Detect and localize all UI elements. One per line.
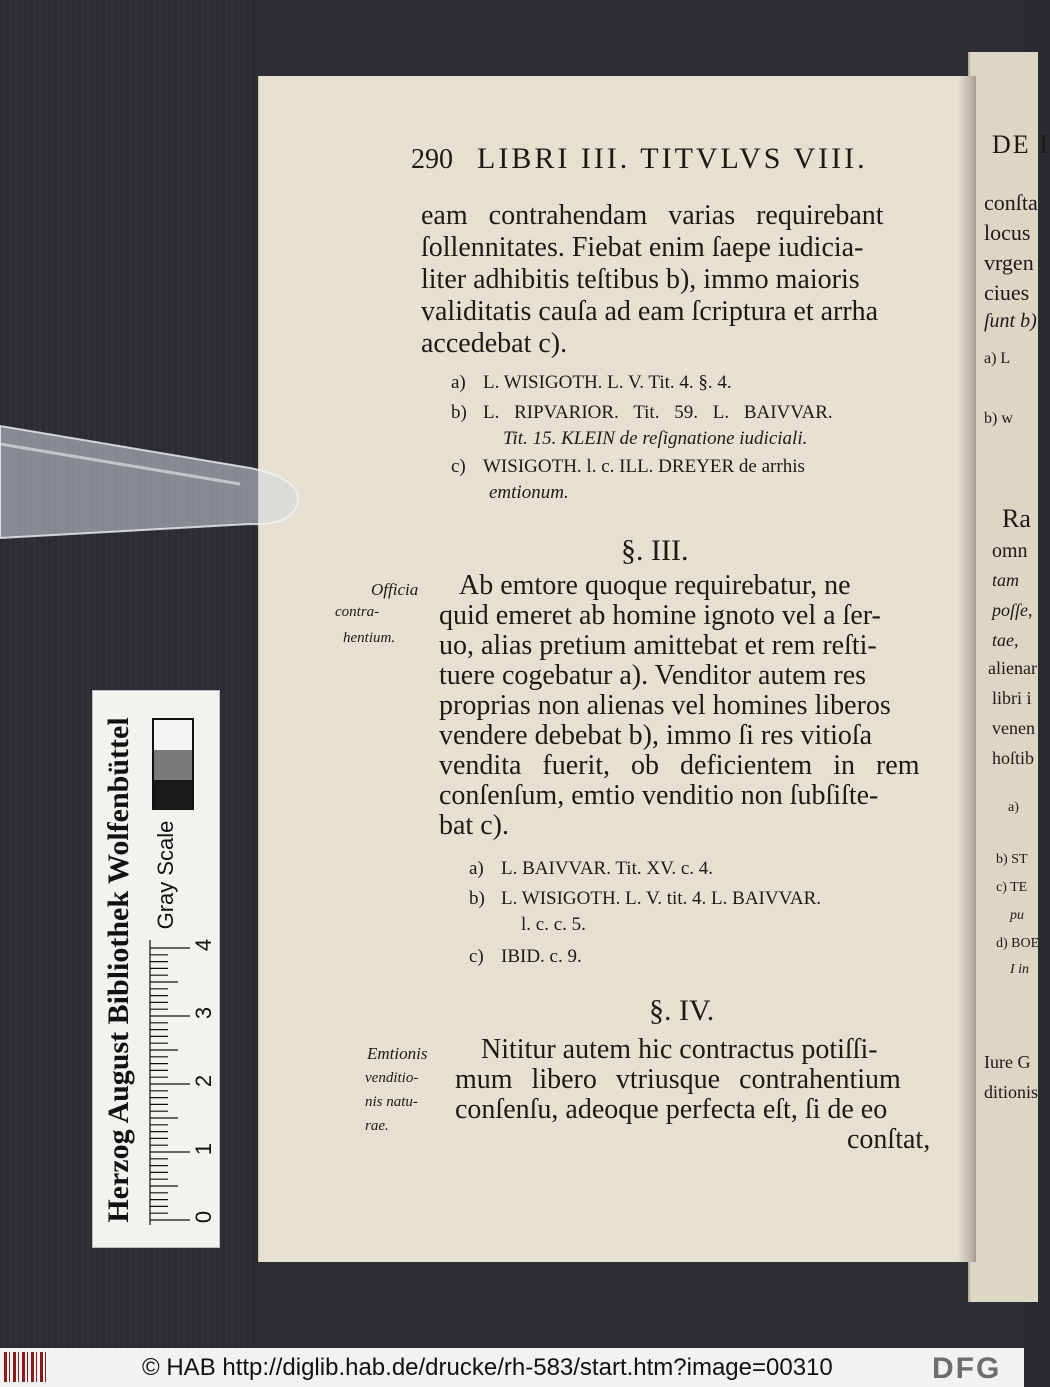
facing-page-fragment: poſſe, bbox=[992, 600, 1033, 620]
footnote-text: L. BAIVVAR. Tit. XV. c. 4. bbox=[501, 858, 714, 879]
footnote-text: L. WISIGOTH. L. V. Tit. 4. §. 4. bbox=[483, 372, 732, 393]
book-page bbox=[258, 76, 974, 1262]
facing-page-fragment: tae, bbox=[992, 630, 1019, 650]
margin-note: venditio- bbox=[365, 1070, 419, 1086]
ruler-number: 3 bbox=[191, 1006, 217, 1020]
paragraph-line: conſenſu, adeoque perfecta eſt, ſi de eo bbox=[455, 1094, 888, 1125]
gray-scale-swatches bbox=[152, 718, 194, 810]
facing-page-fragment: alienar bbox=[988, 658, 1037, 678]
ruler-ticks bbox=[150, 940, 194, 1225]
paragraph-line: liter adhibitis teſtibus b), immo maioris bbox=[421, 264, 860, 295]
swatch-black bbox=[154, 780, 192, 810]
facing-page-fragment: I in bbox=[1010, 962, 1030, 977]
facing-page-fragment: ciues bbox=[984, 280, 1030, 305]
facing-page-fragment: a) bbox=[1008, 800, 1019, 815]
paragraph-line: vendita fuerit, ob deficientem in rem bbox=[439, 750, 920, 781]
ruler-number: 0 bbox=[191, 1210, 217, 1224]
footnote-text: Tit. 15. KLEIN de reſignatione iudiciali. bbox=[503, 428, 808, 449]
facing-page-fragment: b) ST bbox=[996, 852, 1028, 867]
paragraph-line: conſtat, bbox=[847, 1124, 931, 1155]
margin-note: rae. bbox=[365, 1118, 389, 1134]
paragraph-line: mum libero vtriusque contrahentium bbox=[455, 1064, 901, 1095]
gray-scale-label: Gray Scale bbox=[153, 820, 178, 930]
facing-page-fragment: a) L bbox=[984, 350, 1011, 367]
section-heading: §. III. bbox=[621, 534, 689, 567]
section-heading: §. IV. bbox=[649, 994, 715, 1027]
footnote-text: L. WISIGOTH. L. V. tit. 4. L. BAIVVAR. bbox=[501, 888, 822, 909]
paragraph-line: uo, alias pretium amittebat et rem reſti- bbox=[439, 630, 877, 661]
facing-page-fragment: ſunt b) bbox=[984, 310, 1037, 332]
facing-page-fragment: d) BOE bbox=[996, 936, 1040, 951]
footnote-mark: a) bbox=[451, 372, 466, 393]
copyright-url[interactable]: © HAB http://diglib.hab.de/drucke/rh-583/start.htm?image=00310 bbox=[142, 1354, 833, 1381]
facing-page-fragment: ditionis bbox=[984, 1082, 1039, 1102]
page-holder-clip bbox=[0, 398, 300, 538]
footnote-mark: b) bbox=[451, 402, 467, 423]
footnote-mark: c) bbox=[451, 456, 466, 477]
footnote-mark: c) bbox=[469, 946, 484, 967]
paragraph-line: quid emeret ab homine ignoto vel a ſer- bbox=[439, 600, 881, 631]
facing-page-fragment: tam bbox=[992, 570, 1019, 590]
paragraph-line: proprias non alienas vel homines liberos bbox=[439, 690, 891, 721]
paragraph-line: vendere debebat b), immo ſi res vitioſa bbox=[439, 720, 873, 751]
dfg-logo: DFG bbox=[932, 1352, 1002, 1385]
facing-page-fragment: hoſtib bbox=[992, 748, 1035, 768]
paragraph-line: bat c). bbox=[439, 810, 509, 841]
footnote-mark: b) bbox=[469, 888, 485, 909]
facing-page-fragment: locus bbox=[984, 220, 1031, 245]
footnote-mark: a) bbox=[469, 858, 484, 879]
paragraph-line: validitatis cauſa ad eam ſcriptura et arrha bbox=[421, 296, 879, 327]
paragraph-line: tuere cogebatur a). Venditor autem res bbox=[439, 660, 867, 691]
facing-page-fragment: Ra bbox=[1002, 504, 1031, 533]
footnote-text: L. RIPVARIOR. Tit. 59. L. BAIVVAR. bbox=[483, 402, 833, 423]
paragraph-line: accedebat c). bbox=[421, 328, 568, 359]
paragraph-line: ſollennitates. Fiebat enim ſaepe iudicia- bbox=[421, 232, 864, 263]
facing-page-fragment: vrgen bbox=[984, 250, 1034, 275]
facing-page-fragment: venen bbox=[992, 718, 1035, 738]
paragraph-line: Ab emtore quoque requirebatur, ne bbox=[459, 570, 851, 601]
running-title: LIBRI III. TITVLVS VIII. bbox=[477, 142, 868, 175]
facing-page-fragment: pu bbox=[1010, 908, 1024, 923]
swatch-white bbox=[154, 720, 192, 750]
viewer-footer bbox=[0, 1348, 1024, 1387]
facing-page-fragment: b) w bbox=[984, 410, 1013, 427]
margin-note: Emtionis bbox=[367, 1044, 428, 1063]
footnote-text: l. c. c. 5. bbox=[521, 914, 586, 935]
facing-page-fragment: DE I bbox=[992, 130, 1050, 159]
library-barcode-logo bbox=[4, 1352, 46, 1382]
ruler-number: 4 bbox=[191, 938, 217, 952]
facing-page-fragment: conſta bbox=[984, 190, 1038, 215]
facing-page bbox=[968, 52, 1050, 1302]
margin-note: hentium. bbox=[343, 630, 396, 646]
margin-note: Officia bbox=[371, 580, 419, 599]
footnote-text: emtionum. bbox=[489, 482, 569, 503]
facing-page-fragment: c) TE bbox=[996, 880, 1028, 895]
page-number: 290 bbox=[411, 144, 453, 175]
paragraph-line: eam contrahendam varias requirebant bbox=[421, 200, 884, 231]
margin-note: nis natu- bbox=[365, 1094, 418, 1110]
footnote-text: WISIGOTH. l. c. ILL. DREYER de arrhis bbox=[483, 456, 805, 477]
page-gutter-shadow bbox=[958, 76, 976, 1262]
ruler-institution-label: Herzog August Bibliothek Wolfenbüttel bbox=[102, 717, 135, 1223]
facing-page-fragment: Iure G bbox=[984, 1052, 1031, 1072]
facing-page-fragment: libri i bbox=[992, 688, 1032, 708]
ruler-number: 2 bbox=[191, 1074, 217, 1088]
facing-page-fragment: omn bbox=[992, 540, 1028, 562]
swatch-gray bbox=[154, 750, 192, 780]
margin-note: contra- bbox=[335, 604, 380, 620]
paragraph-line: Nititur autem hic contractus potiſſi- bbox=[481, 1034, 878, 1065]
paragraph-line: conſenſum, emtio venditio non ſubſiſte- bbox=[439, 780, 879, 811]
ruler-number: 1 bbox=[191, 1142, 217, 1156]
footnote-text: IBID. c. 9. bbox=[501, 946, 582, 967]
